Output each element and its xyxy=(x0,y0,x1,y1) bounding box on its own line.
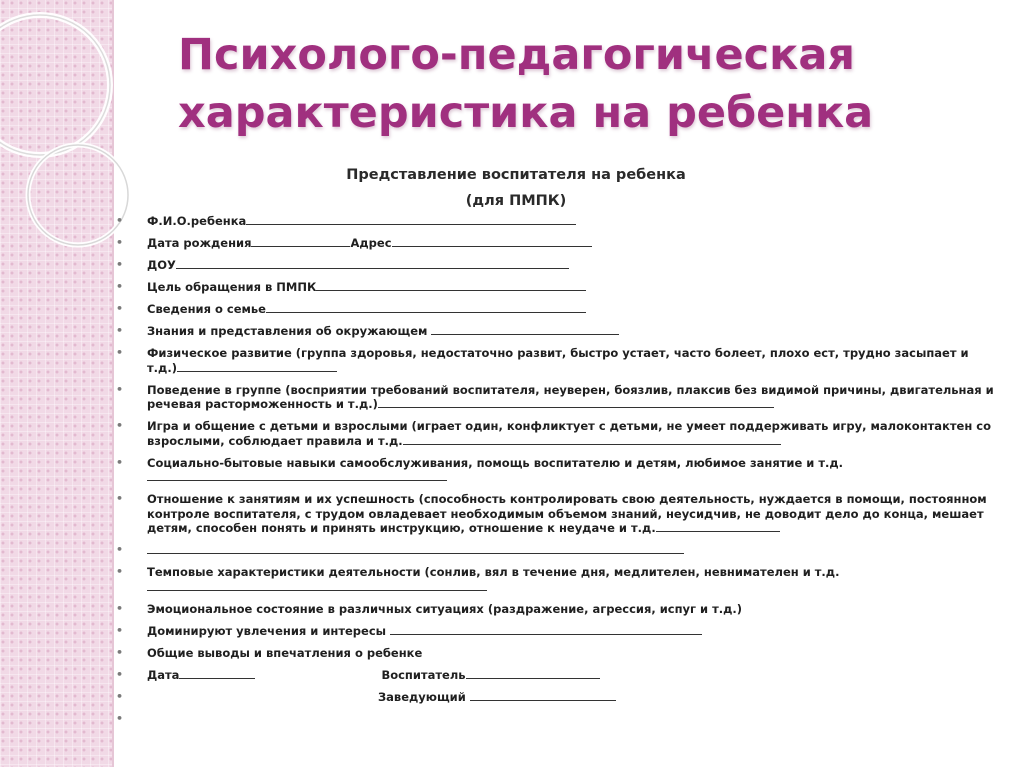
field-label: ДОУ xyxy=(147,258,176,272)
bullet-marker: • xyxy=(116,258,124,271)
bullet-marker: • xyxy=(116,711,124,725)
field-knowledge xyxy=(116,324,996,339)
fill-in-line[interactable] xyxy=(177,361,337,372)
field-label: Заведующий xyxy=(378,689,470,704)
fill-in-line[interactable] xyxy=(176,258,569,269)
field-label: Дата рождения xyxy=(147,236,252,250)
field-date-teacher xyxy=(116,668,996,683)
field-label: Ф.И.О.ребенка xyxy=(147,214,247,228)
field-family-info xyxy=(116,302,996,317)
field-self-care-skills xyxy=(116,456,996,485)
bullet-marker: • xyxy=(116,419,124,432)
bullet-marker: • xyxy=(116,543,124,556)
decorative-side-band xyxy=(0,0,112,767)
bullet-marker: • xyxy=(116,236,124,249)
bullet-marker: • xyxy=(116,302,124,315)
bullet-marker: • xyxy=(116,382,124,396)
field-label: Цель обращения в ПМПК xyxy=(147,280,317,294)
field-label: Игра и общение с детьми и взрослыми (играет один, конфликтует с детьми, не умеет поддерживать игру, малоконтактен со взрослыми, соблюдает правила и т.д. xyxy=(147,419,996,448)
fill-in-line[interactable] xyxy=(378,397,774,408)
bullet-marker: • xyxy=(116,214,124,227)
field-label: Воспитатель xyxy=(381,667,466,682)
field-full-name xyxy=(116,214,996,229)
field-blank-line xyxy=(116,543,996,558)
field-label: Социально-бытовые навыки самообслуживания, помощь воспитателю и детям, любимое занятие и т.д. xyxy=(147,455,844,470)
bullet-marker: • xyxy=(116,492,124,505)
fill-in-line[interactable] xyxy=(656,521,780,532)
field-physical-development xyxy=(116,346,996,375)
form-heading xyxy=(300,162,732,214)
field-birth-date-address xyxy=(116,236,996,251)
fill-in-line[interactable] xyxy=(403,434,781,445)
fill-in-line[interactable] xyxy=(179,668,255,679)
fill-in-line[interactable] xyxy=(246,214,576,225)
slide-title xyxy=(178,26,998,142)
field-label: Общие выводы и впечатления о ребенке xyxy=(147,645,423,660)
field-interests xyxy=(116,624,996,639)
field-play-communication xyxy=(116,419,996,448)
field-head-signature xyxy=(116,690,996,705)
field-label: Знания и представления об окружающем xyxy=(147,324,432,338)
fill-in-line[interactable] xyxy=(390,624,702,635)
bullet-marker: • xyxy=(116,324,124,337)
field-label: Поведение в группе (восприятии требований воспитателя, неуверен, боязлив, плаксив без видимой причины, двигательная и речевая расторможенность и т.д.) xyxy=(147,382,998,411)
field-label: Дата xyxy=(147,667,180,682)
bullet-marker: • xyxy=(116,667,124,681)
field-general-conclusions xyxy=(116,646,996,661)
field-label: Физическое развитие (группа здоровья, недостаточно развит, быстро устает, часто болеет, плохо ест, трудно засыпает и т.д.) xyxy=(147,346,973,375)
fill-in-line[interactable] xyxy=(470,690,616,701)
field-learning-attitude xyxy=(116,492,996,536)
field-group-behavior xyxy=(116,383,996,412)
field-label: Эмоциональное состояние в различных ситуациях (раздражение, агрессия, испуг и т.д.) xyxy=(147,601,743,616)
fill-in-line[interactable] xyxy=(266,302,586,313)
fill-in-line[interactable] xyxy=(431,324,619,335)
field-label: Темповые характеристики деятельности (сонлив, вял в течение дня, медлителен, невнимателен и т.д. xyxy=(147,565,840,579)
bullet-marker: • xyxy=(116,280,124,293)
field-activity-tempo xyxy=(116,565,996,594)
slide-title-line-1: Психолого-педагогическая xyxy=(178,30,855,80)
bullet-marker: • xyxy=(116,645,124,659)
fill-in-line[interactable] xyxy=(466,668,600,679)
fill-in-line[interactable] xyxy=(147,543,684,554)
field-referral-purpose xyxy=(116,280,996,295)
field-kindergarten xyxy=(116,258,996,273)
fill-in-line[interactable] xyxy=(147,580,487,591)
bullet-marker: • xyxy=(116,455,124,469)
bullet-marker: • xyxy=(116,623,124,637)
field-label: Адрес xyxy=(350,236,392,250)
fill-in-line[interactable] xyxy=(392,236,592,247)
form-heading-line-2: (для ПМПК) xyxy=(465,193,567,209)
bullet-marker: • xyxy=(116,689,124,703)
bullet-marker: • xyxy=(116,565,124,578)
fill-in-line[interactable] xyxy=(147,470,447,481)
bullet-marker: • xyxy=(116,601,124,615)
form-heading-line-1: Представление воспитателя на ребенка xyxy=(346,167,686,183)
side-band-divider xyxy=(112,0,114,767)
slide-title-line-2: характеристика на ребенка xyxy=(178,88,874,138)
bullet-marker: • xyxy=(116,346,124,359)
field-label: Доминируют увлечения и интересы xyxy=(147,623,391,638)
field-label: Отношение к занятиям и их успешность (способность контролировать свою деятельность, нуждается в помощи, постоянном контроле воспитателя, с трудом овладевает необходимым объемом знаний, неусидчив, не доводит дело до конца, мешает детям, способен понять и принять инструкцию, отношение к неудаче и т.д. xyxy=(147,492,991,535)
characteristics-form xyxy=(116,214,998,725)
field-emotional-state xyxy=(116,602,996,617)
fill-in-line[interactable] xyxy=(316,280,586,291)
fill-in-line[interactable] xyxy=(251,236,350,247)
field-label: Сведения о семье xyxy=(147,302,266,316)
